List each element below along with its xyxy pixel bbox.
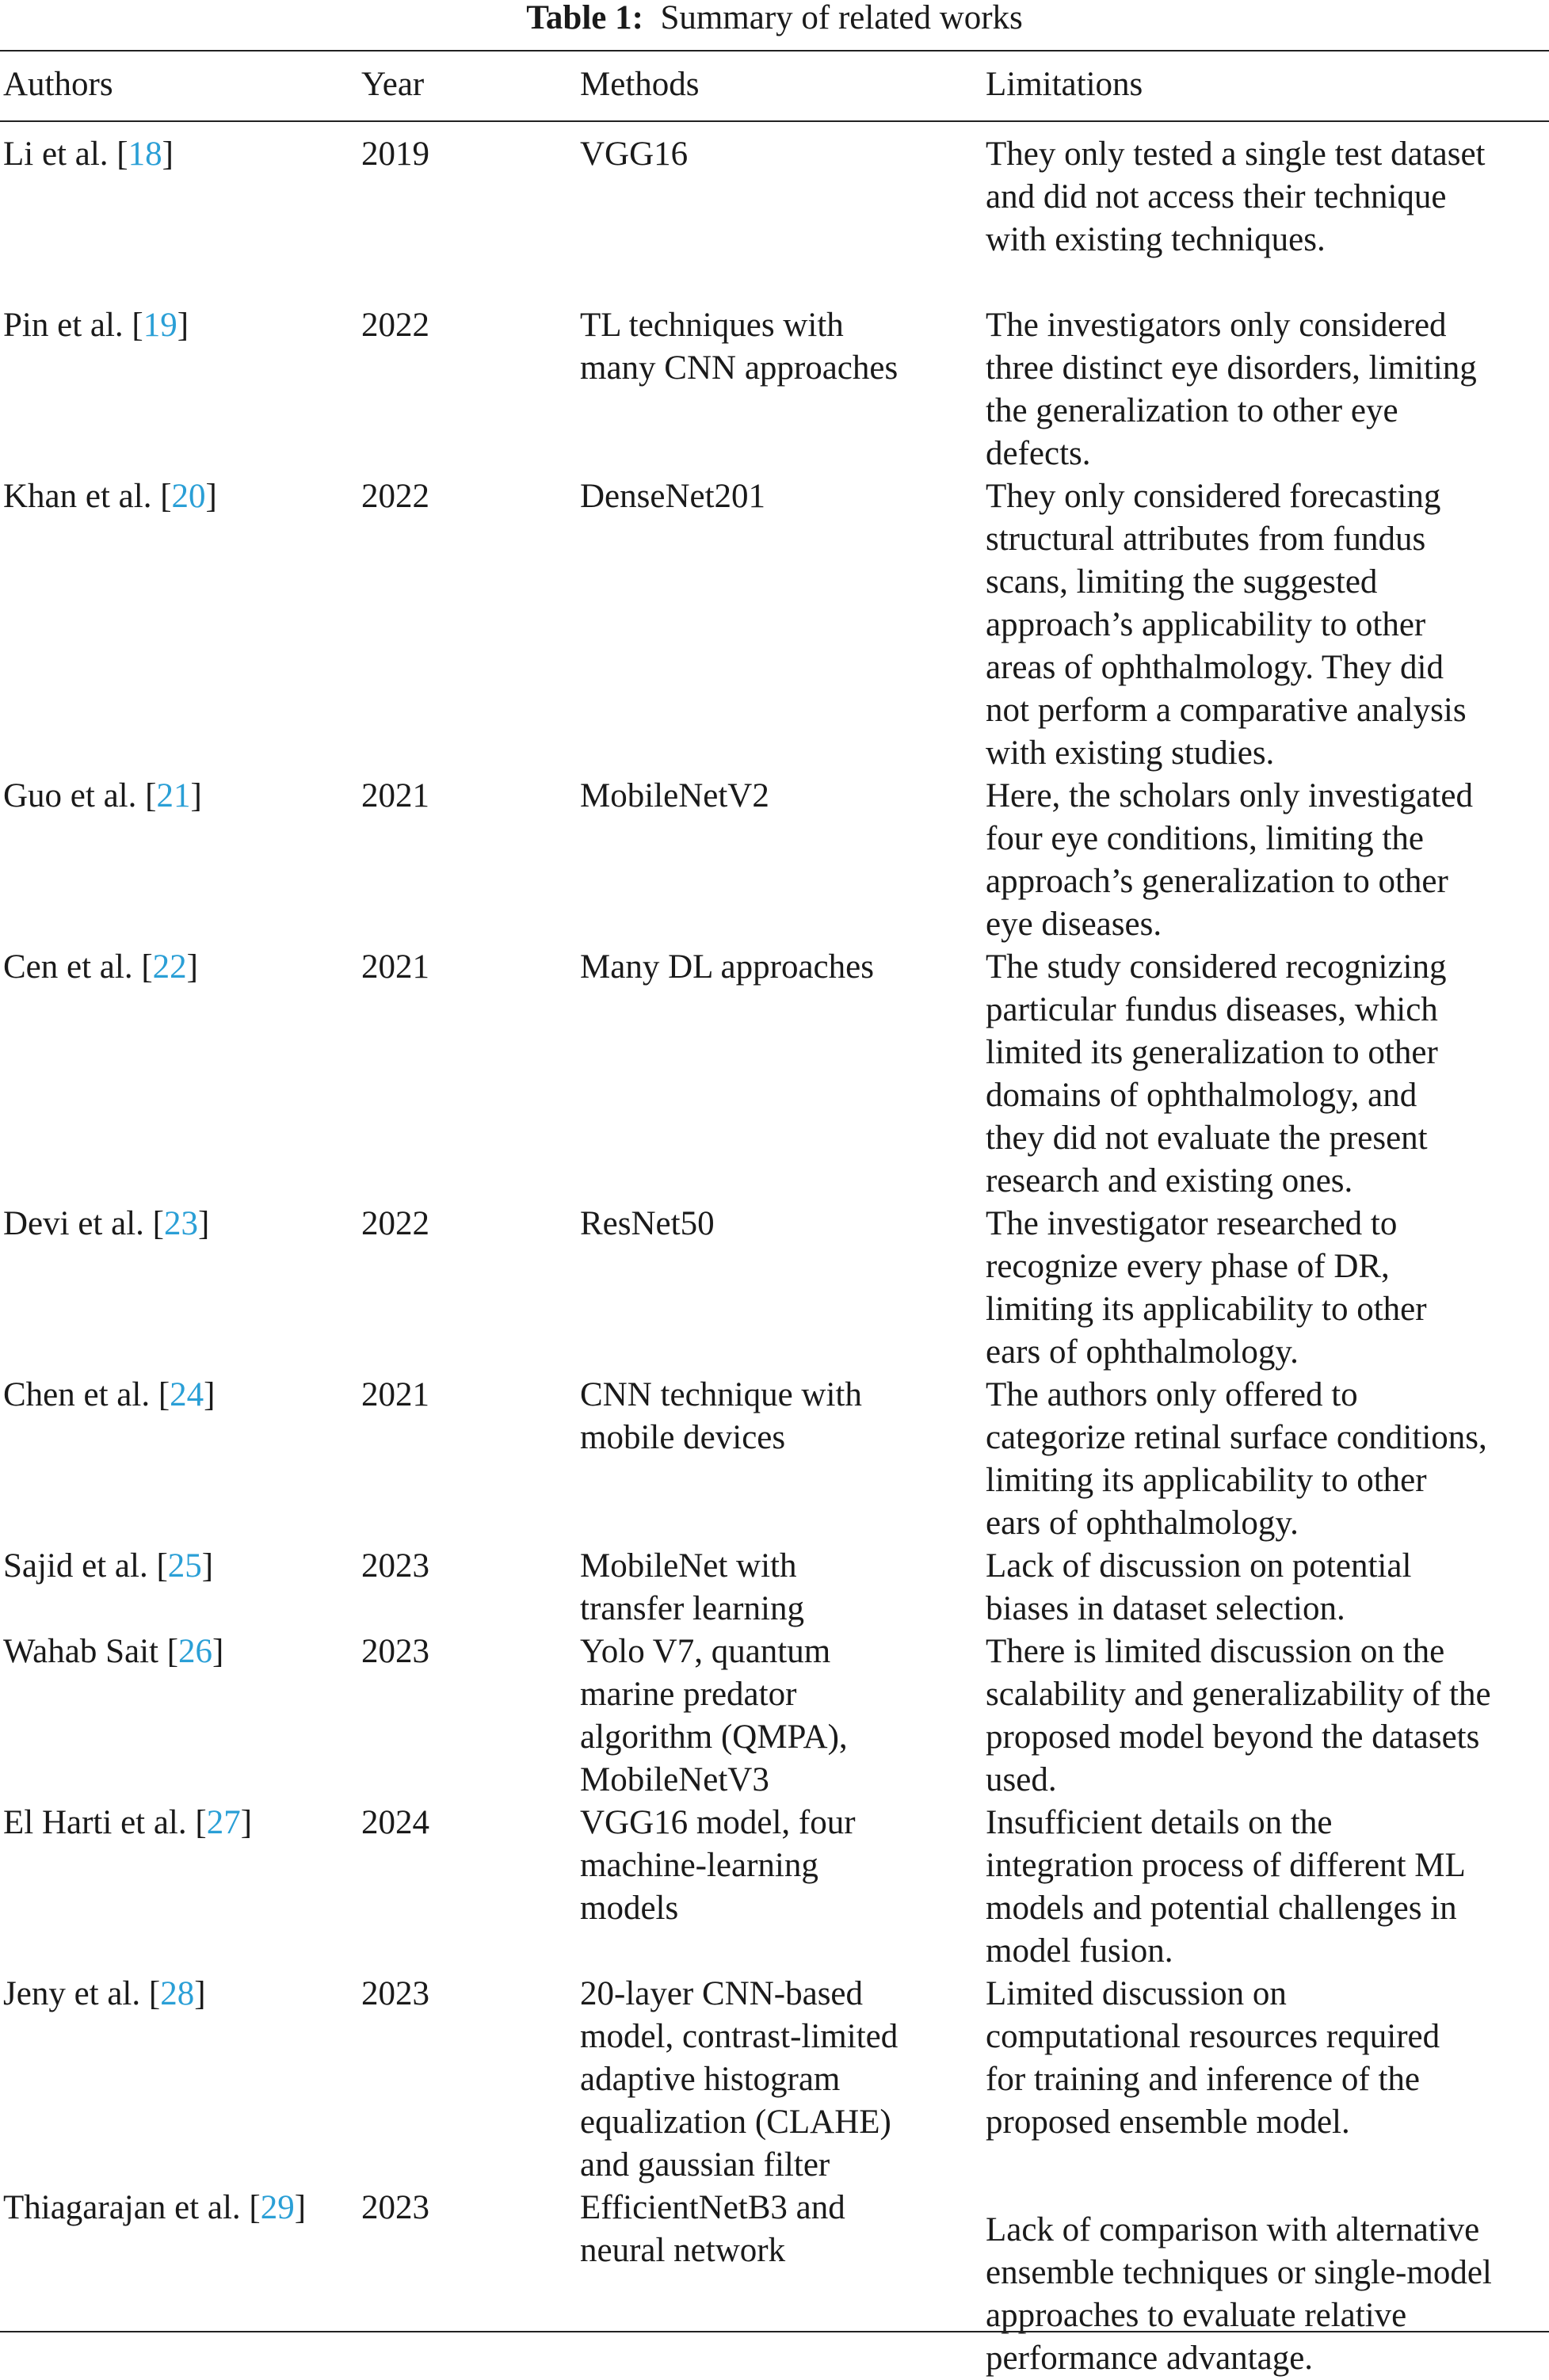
header-rule <box>0 120 1549 122</box>
methods-line: VGG16 model, four <box>580 1804 856 1841</box>
citation-bracket: ] <box>162 135 174 173</box>
author-name: Sajid et al. [ <box>3 1547 168 1585</box>
citation-link[interactable]: 19 <box>143 307 177 344</box>
methods-line: Yolo V7, quantum <box>580 1633 831 1670</box>
citation-link[interactable]: 18 <box>128 135 162 173</box>
cell-year: 2021 <box>361 1376 429 1413</box>
limitations-line: approaches to evaluate relative <box>986 2297 1407 2334</box>
methods-line: transfer learning <box>580 1590 804 1627</box>
limitations-line: with existing studies. <box>986 734 1275 772</box>
cell-author <box>3 1203 352 1245</box>
limitations-line: computational resources required <box>986 2018 1440 2055</box>
methods-line: CNN technique with <box>580 1376 862 1413</box>
limitations-line: biases in dataset selection. <box>986 1590 1345 1627</box>
table-body <box>0 133 1549 2377</box>
cell-year: 2019 <box>361 135 429 173</box>
limitations-line: with existing techniques. <box>986 221 1326 258</box>
limitations-line: domains of ophthalmology, and <box>986 1077 1417 1114</box>
author-name: Pin et al. [ <box>3 307 143 344</box>
limitations-line: scalability and generalizability of the <box>986 1676 1491 1713</box>
citation-link[interactable]: 25 <box>167 1547 202 1585</box>
methods-line: models <box>580 1890 679 1927</box>
cell-limitations <box>986 1802 1549 1973</box>
citation-link[interactable]: 28 <box>160 1975 195 2012</box>
table-row <box>0 475 1549 775</box>
citation-link[interactable]: 26 <box>178 1633 213 1670</box>
limitations-line: performance advantage. <box>986 2340 1314 2377</box>
bottom-rule <box>0 2331 1549 2332</box>
limitations-line: proposed model beyond the datasets <box>986 1718 1480 1756</box>
methods-line: adaptive histogram <box>580 2061 841 2098</box>
cell-limitations <box>986 775 1549 946</box>
author-name: Jeny et al. [ <box>3 1975 161 2012</box>
methods-line: equalization (CLAHE) <box>580 2103 891 2141</box>
table-row <box>0 1374 1549 1545</box>
methods-line: marine predator <box>580 1676 797 1713</box>
cell-author <box>3 1545 352 1588</box>
limitations-line: Insufficient details on the <box>986 1804 1333 1841</box>
limitations-line: They only considered forecasting <box>986 478 1441 515</box>
methods-line: TL techniques with <box>580 307 844 344</box>
cell-year: 2022 <box>361 478 429 515</box>
limitations-line: approach’s generalization to other <box>986 863 1448 900</box>
cell-author <box>3 775 352 818</box>
citation-bracket: ] <box>212 1633 224 1670</box>
citation-bracket: ] <box>186 948 198 986</box>
limitations-line: four eye conditions, limiting the <box>986 820 1424 857</box>
cell-year: 2023 <box>361 1975 429 2012</box>
limitations-line: limited its generalization to other <box>986 1034 1438 1071</box>
cell-limitations <box>986 2209 1549 2380</box>
limitations-line: research and existing ones. <box>986 1162 1353 1200</box>
citation-link[interactable]: 20 <box>171 478 206 515</box>
cell-limitations <box>986 133 1549 261</box>
limitations-line: scans, limiting the suggested <box>986 563 1378 601</box>
methods-line: MobileNet with <box>580 1547 797 1585</box>
methods-line: mobile devices <box>580 1419 786 1456</box>
limitations-line: models and potential challenges in <box>986 1890 1457 1927</box>
limitations-line: The investigator researched to <box>986 1205 1398 1242</box>
cell-author <box>3 1374 352 1417</box>
author-name: Thiagarajan et al. [ <box>3 2189 261 2226</box>
limitations-line: The authors only offered to <box>986 1376 1358 1413</box>
limitations-line: Lack of comparison with alternative <box>986 2211 1480 2248</box>
cell-limitations <box>986 1631 1549 1802</box>
cell-methods <box>580 1631 960 1802</box>
table-row <box>0 1203 1549 1374</box>
author-name: Guo et al. [ <box>3 777 157 814</box>
cell-limitations <box>986 1374 1549 1545</box>
citation-link[interactable]: 22 <box>152 948 187 986</box>
limitations-line: defects. <box>986 435 1091 472</box>
citation-bracket: ] <box>194 1975 206 2012</box>
limitations-line: recognize every phase of DR, <box>986 1248 1390 1285</box>
methods-line: MobileNetV2 <box>580 777 769 814</box>
cell-limitations <box>986 304 1549 475</box>
citation-link[interactable]: 21 <box>156 777 191 814</box>
citation-bracket: ] <box>197 1205 210 1242</box>
citation-bracket: ] <box>204 1376 216 1413</box>
methods-line: Many DL approaches <box>580 948 874 986</box>
author-name: Chen et al. [ <box>3 1376 170 1413</box>
header-limitations: Limitations <box>986 66 1143 103</box>
methods-line: machine-learning <box>580 1847 818 1884</box>
limitations-line: Limited discussion on <box>986 1975 1287 2012</box>
header-methods: Methods <box>580 66 700 103</box>
limitations-line: The study considered recognizing <box>986 948 1447 986</box>
table-label: Table 1: <box>526 0 643 36</box>
table-row <box>0 1802 1549 1973</box>
limitations-line: There is limited discussion on the <box>986 1633 1445 1670</box>
limitations-line: used. <box>986 1761 1057 1798</box>
limitations-line: approach’s applicability to other <box>986 606 1426 643</box>
limitations-line: The investigators only considered <box>986 307 1447 344</box>
cell-year: 2022 <box>361 307 429 344</box>
author-name: Cen et al. [ <box>3 948 153 986</box>
cell-methods <box>580 133 960 176</box>
limitations-line: and did not access their technique <box>986 178 1447 215</box>
cell-limitations <box>986 1203 1549 1374</box>
limitations-line: ears of ophthalmology. <box>986 1505 1299 1542</box>
methods-line: EfficientNetB3 and <box>580 2189 845 2226</box>
author-name: Li et al. [ <box>3 135 128 173</box>
citation-bracket: ] <box>294 2189 307 2226</box>
citation-link[interactable]: 24 <box>170 1376 204 1413</box>
author-name: Khan et al. [ <box>3 478 172 515</box>
cell-methods <box>580 475 960 518</box>
cell-year: 2023 <box>361 1547 429 1585</box>
table-row <box>0 1545 1549 1631</box>
methods-line: neural network <box>580 2232 786 2269</box>
limitations-line: integration process of different ML <box>986 1847 1466 1884</box>
cell-author <box>3 475 352 518</box>
table-row <box>0 1631 1549 1802</box>
limitations-line: model fusion. <box>986 1932 1173 1970</box>
table-row <box>0 1973 1549 2187</box>
methods-line: VGG16 <box>580 135 689 173</box>
methods-line: many CNN approaches <box>580 349 898 387</box>
cell-author <box>3 2187 352 2229</box>
limitations-line: three distinct eye disorders, limiting <box>986 349 1477 387</box>
cell-author <box>3 1973 352 2016</box>
cell-author <box>3 133 352 176</box>
table-title: Summary of related works <box>660 0 1023 36</box>
header-year: Year <box>361 66 425 103</box>
cell-year: 2024 <box>361 1804 429 1841</box>
citation-bracket: ] <box>177 307 189 344</box>
cell-author <box>3 946 352 989</box>
cell-methods <box>580 1203 960 1245</box>
limitations-line: eye diseases. <box>986 906 1162 943</box>
methods-line: 20-layer CNN-based <box>580 1975 864 2012</box>
citation-bracket: ] <box>190 777 202 814</box>
cell-year: 2021 <box>361 948 429 986</box>
cell-limitations <box>986 1973 1549 2144</box>
cell-year: 2021 <box>361 777 429 814</box>
author-name: El Harti et al. [ <box>3 1804 207 1841</box>
author-name: Devi et al. [ <box>3 1205 164 1242</box>
citation-bracket: ] <box>201 1547 214 1585</box>
cell-methods <box>580 1374 960 1459</box>
limitations-line: for training and inference of the <box>986 2061 1420 2098</box>
methods-line: algorithm (QMPA), <box>580 1718 848 1756</box>
methods-line: model, contrast-limited <box>580 2018 898 2055</box>
limitations-line: the generalization to other eye <box>986 392 1398 429</box>
table-row <box>0 946 1549 1203</box>
cell-year: 2023 <box>361 2189 429 2226</box>
cell-methods <box>580 775 960 818</box>
cell-methods <box>580 1802 960 1930</box>
limitations-line: structural attributes from fundus <box>986 521 1426 558</box>
limitations-line: limiting its applicability to other <box>986 1291 1427 1328</box>
methods-line: DenseNet201 <box>580 478 766 515</box>
table-row <box>0 304 1549 475</box>
limitations-line: particular fundus diseases, which <box>986 991 1438 1028</box>
limitations-line: ensemble techniques or single-model <box>986 2254 1492 2291</box>
citation-bracket: ] <box>240 1804 253 1841</box>
cell-limitations <box>986 1545 1549 1631</box>
cell-author <box>3 1802 352 1844</box>
table-caption <box>0 0 1549 36</box>
cell-author <box>3 304 352 347</box>
cell-year: 2023 <box>361 1633 429 1670</box>
methods-line: ResNet50 <box>580 1205 715 1242</box>
cell-year: 2022 <box>361 1205 429 1242</box>
table-row <box>0 133 1549 304</box>
cell-methods <box>580 946 960 989</box>
methods-line: and gaussian filter <box>580 2146 830 2184</box>
cell-methods <box>580 2187 960 2272</box>
cell-methods <box>580 1545 960 1631</box>
cell-author <box>3 1631 352 1673</box>
limitations-line: ears of ophthalmology. <box>986 1333 1299 1371</box>
cell-limitations <box>986 475 1549 775</box>
author-name: Wahab Sait [ <box>3 1633 179 1670</box>
limitations-line: Here, the scholars only investigated <box>986 777 1473 814</box>
top-rule <box>0 50 1549 51</box>
table-row <box>0 775 1549 946</box>
citation-link[interactable]: 27 <box>206 1804 241 1841</box>
citation-link[interactable]: 23 <box>163 1205 198 1242</box>
citation-link[interactable]: 29 <box>260 2189 295 2226</box>
limitations-line: limiting its applicability to other <box>986 1462 1427 1499</box>
methods-line: MobileNetV3 <box>580 1761 769 1798</box>
citation-bracket: ] <box>205 478 217 515</box>
cell-methods <box>580 304 960 390</box>
limitations-line: Lack of discussion on potential <box>986 1547 1412 1585</box>
limitations-line: not perform a comparative analysis <box>986 692 1467 729</box>
limitations-line: areas of ophthalmology. They did <box>986 649 1444 686</box>
limitations-line: categorize retinal surface conditions, <box>986 1419 1487 1456</box>
limitations-line: proposed ensemble model. <box>986 2103 1350 2141</box>
header-authors: Authors <box>3 66 113 103</box>
limitations-line: They only tested a single test dataset <box>986 135 1486 173</box>
cell-limitations <box>986 946 1549 1203</box>
limitations-line: they did not evaluate the present <box>986 1119 1428 1157</box>
cell-methods <box>580 1973 960 2187</box>
